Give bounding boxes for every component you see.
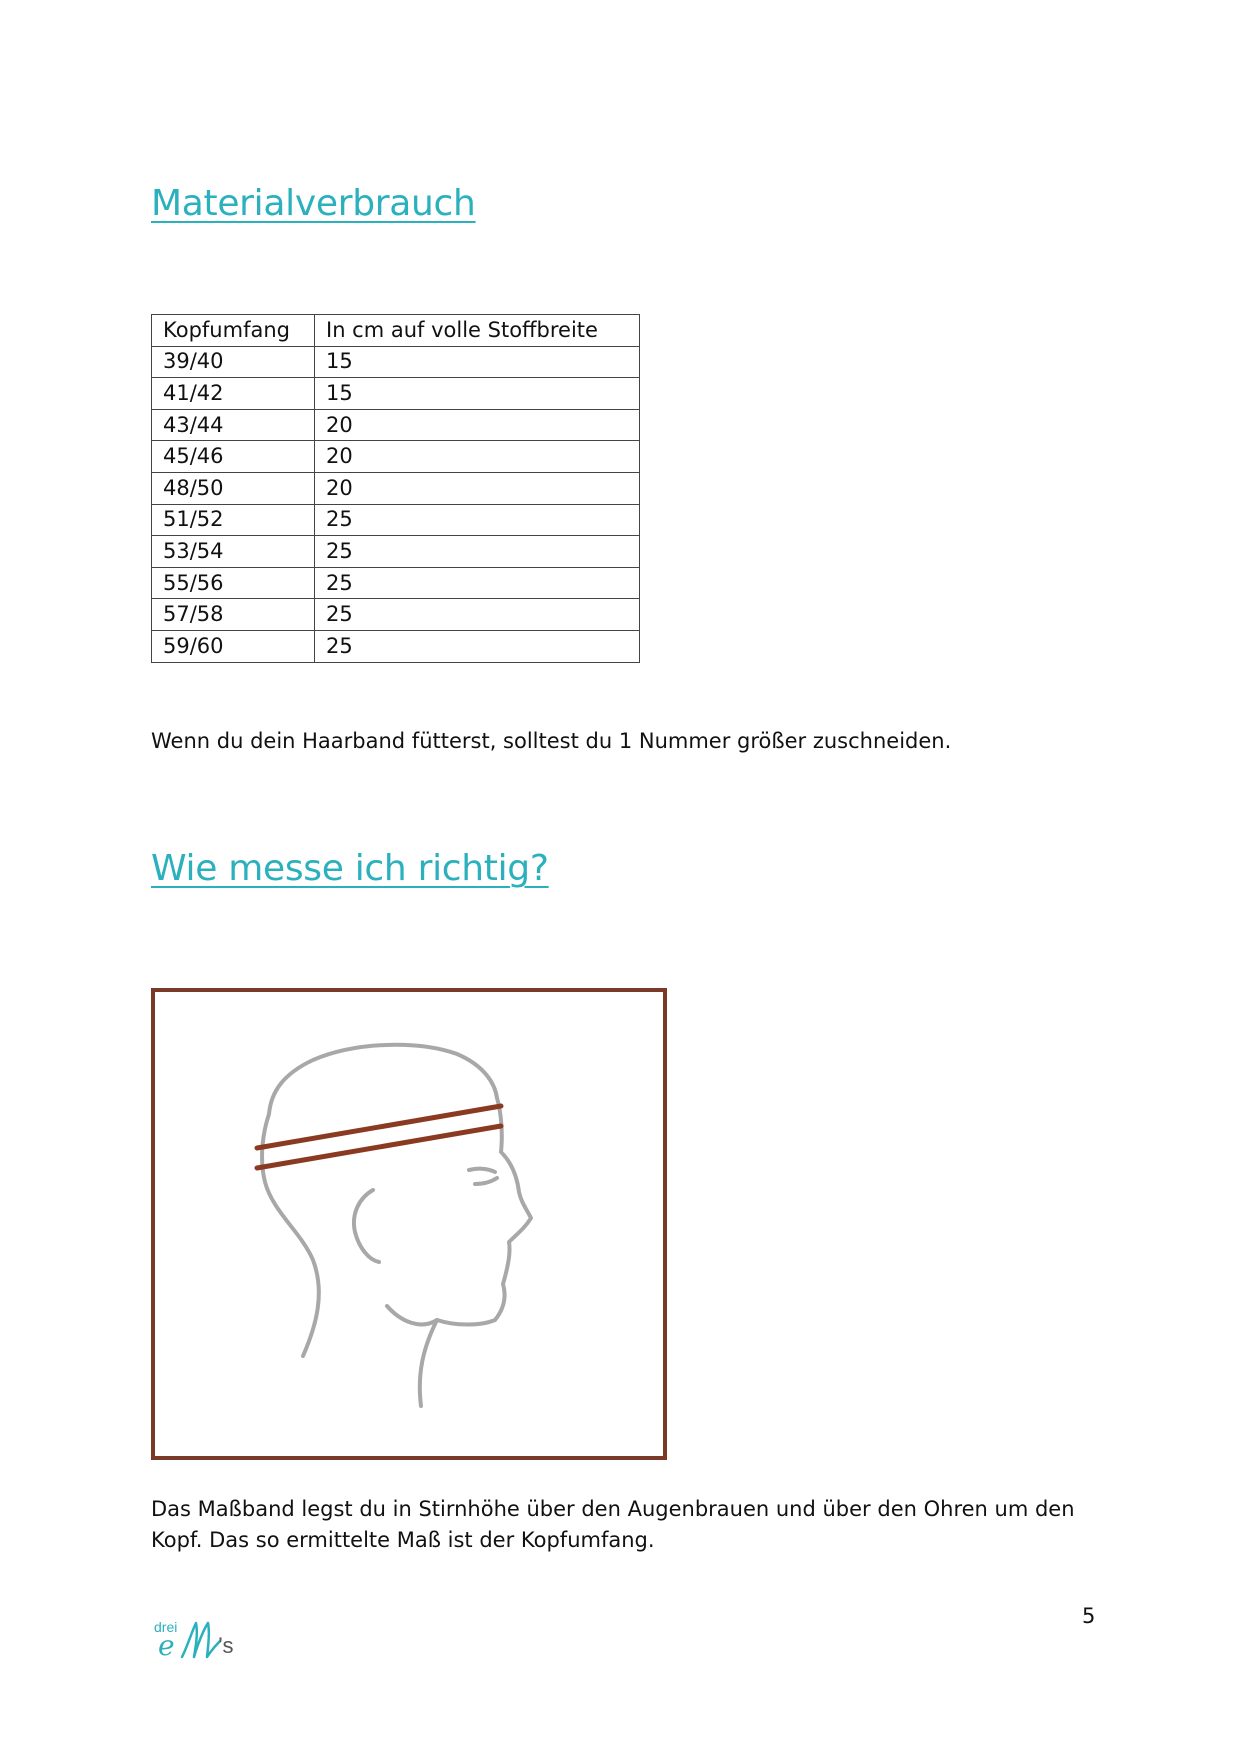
table-row <box>152 378 640 410</box>
cell-stoffbreite: 25 <box>315 536 640 568</box>
cell-kopfumfang: 48/50 <box>152 472 315 504</box>
cell-stoffbreite: 20 <box>315 409 640 441</box>
cell-stoffbreite: 20 <box>315 441 640 473</box>
header-stoffbreite: In cm auf volle Stoffbreite <box>315 315 640 347</box>
table-row <box>152 630 640 662</box>
cell-kopfumfang: 55/56 <box>152 567 315 599</box>
head-illustration-svg <box>155 992 663 1456</box>
table-row <box>152 346 640 378</box>
cell-kopfumfang: 45/46 <box>152 441 315 473</box>
cell-stoffbreite: 25 <box>315 599 640 631</box>
header-kopfumfang: Kopfumfang <box>152 315 315 347</box>
logo-drei-text: drei <box>154 1619 178 1635</box>
eyebrow-outline <box>469 1169 495 1172</box>
cell-kopfumfang: 51/52 <box>152 504 315 536</box>
measure-heading: Wie messe ich richtig? <box>151 848 549 889</box>
drei-ems-logo <box>152 1617 242 1669</box>
tape-upper-line <box>257 1106 501 1148</box>
cell-kopfumfang: 53/54 <box>152 536 315 568</box>
table-row <box>152 409 640 441</box>
table-row <box>152 567 640 599</box>
table-row <box>152 536 640 568</box>
logo-s-letter: ’s <box>218 1633 234 1658</box>
table-row <box>152 599 640 631</box>
measure-instructions: Das Maßband legst du in Stirnhöhe über den Augenbrauen und über den Ohren um den Kopf. Das so ermittelte Maß ist der Kopfumfang. <box>151 1497 1075 1552</box>
table-row <box>152 504 640 536</box>
cell-kopfumfang: 59/60 <box>152 630 315 662</box>
page-number: 5 <box>1082 1604 1096 1628</box>
logo-m-script-icon <box>180 1617 222 1663</box>
table-row <box>152 472 640 504</box>
tape-lower-line <box>257 1126 501 1168</box>
cell-kopfumfang: 57/58 <box>152 599 315 631</box>
cell-kopfumfang: 39/40 <box>152 346 315 378</box>
cell-stoffbreite: 25 <box>315 630 640 662</box>
jaw-line <box>387 1306 437 1324</box>
cell-stoffbreite: 15 <box>315 378 640 410</box>
cell-kopfumfang: 43/44 <box>152 409 315 441</box>
cell-stoffbreite: 15 <box>315 346 640 378</box>
ear-outline <box>354 1190 379 1262</box>
logo-e-letter: e <box>158 1629 175 1662</box>
head-measurement-illustration <box>151 988 667 1460</box>
cell-kopfumfang: 41/42 <box>152 378 315 410</box>
table-header-row <box>152 315 640 347</box>
table-row <box>152 441 640 473</box>
cell-stoffbreite: 25 <box>315 567 640 599</box>
material-table <box>151 314 640 663</box>
head-outline <box>262 1045 531 1406</box>
cell-stoffbreite: 20 <box>315 472 640 504</box>
cell-stoffbreite: 25 <box>315 504 640 536</box>
lining-note: Wenn du dein Haarband fütterst, solltest du 1 Nummer größer zuschneiden. <box>151 729 952 753</box>
material-heading: Materialverbrauch <box>151 183 476 224</box>
eye-line <box>475 1178 497 1184</box>
